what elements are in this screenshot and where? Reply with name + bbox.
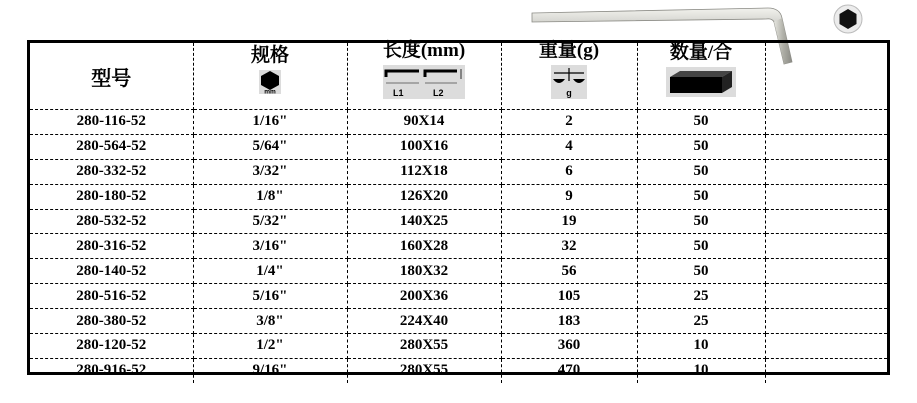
hexagon-icon-unit: mm bbox=[264, 88, 276, 94]
cell-weight: 32 bbox=[501, 234, 637, 259]
cell-weight: 9 bbox=[501, 184, 637, 209]
cell-empty bbox=[765, 358, 887, 382]
cell-model: 280-532-52 bbox=[30, 209, 193, 234]
cell-spec: 5/64" bbox=[193, 134, 347, 159]
cell-weight: 470 bbox=[501, 358, 637, 382]
table-row bbox=[30, 184, 887, 209]
header-spec-label: 规格 bbox=[250, 45, 289, 66]
table-row bbox=[30, 334, 887, 359]
cell-length: 160X28 bbox=[347, 234, 501, 259]
cell-qty: 25 bbox=[637, 284, 765, 309]
cell-qty: 50 bbox=[637, 159, 765, 184]
hexagon-icon bbox=[259, 70, 281, 94]
length-icon-l2: L2 bbox=[433, 88, 444, 98]
cell-length: 90X14 bbox=[347, 110, 501, 135]
cell-length: 200X36 bbox=[347, 284, 501, 309]
cell-spec: 9/16" bbox=[193, 358, 347, 382]
cell-length: 280X55 bbox=[347, 334, 501, 359]
cell-empty bbox=[765, 309, 887, 334]
cell-qty: 10 bbox=[637, 358, 765, 382]
cell-spec: 1/4" bbox=[193, 259, 347, 284]
cell-spec: 1/2" bbox=[193, 334, 347, 359]
cell-length: 112X18 bbox=[347, 159, 501, 184]
cell-weight: 105 bbox=[501, 284, 637, 309]
cell-empty bbox=[765, 184, 887, 209]
header-empty bbox=[765, 43, 887, 110]
table-row bbox=[30, 209, 887, 234]
spec-table bbox=[27, 40, 890, 379]
cell-model: 280-140-52 bbox=[30, 259, 193, 284]
header-spec bbox=[193, 43, 347, 110]
cell-length: 100X16 bbox=[347, 134, 501, 159]
cell-empty bbox=[765, 334, 887, 359]
balance-scale-icon bbox=[551, 65, 587, 99]
header-length-label: 长度(mm) bbox=[382, 40, 466, 61]
cell-empty bbox=[765, 159, 887, 184]
cell-model: 280-332-52 bbox=[30, 159, 193, 184]
cell-model: 280-316-52 bbox=[30, 234, 193, 259]
cell-length: 140X25 bbox=[347, 209, 501, 234]
cell-weight: 56 bbox=[501, 259, 637, 284]
cell-qty: 50 bbox=[637, 184, 765, 209]
cell-model: 280-380-52 bbox=[30, 309, 193, 334]
cell-weight: 360 bbox=[501, 334, 637, 359]
header-row bbox=[30, 43, 887, 110]
l-shape-dimension-icon bbox=[383, 65, 465, 99]
table-row bbox=[30, 110, 887, 135]
table-row bbox=[30, 284, 887, 309]
cell-length: 126X20 bbox=[347, 184, 501, 209]
table-row bbox=[30, 358, 887, 382]
cell-spec: 3/32" bbox=[193, 159, 347, 184]
cell-spec: 1/16" bbox=[193, 110, 347, 135]
cell-empty bbox=[765, 234, 887, 259]
cell-qty: 25 bbox=[637, 309, 765, 334]
cell-spec: 5/16" bbox=[193, 284, 347, 309]
cell-qty: 50 bbox=[637, 209, 765, 234]
cell-qty: 50 bbox=[637, 134, 765, 159]
hex-socket-icon bbox=[832, 3, 864, 35]
cell-empty bbox=[765, 110, 887, 135]
cell-empty bbox=[765, 134, 887, 159]
cell-model: 280-564-52 bbox=[30, 134, 193, 159]
cell-model: 280-180-52 bbox=[30, 184, 193, 209]
cell-qty: 50 bbox=[637, 234, 765, 259]
cell-model: 280-516-52 bbox=[30, 284, 193, 309]
cell-length: 280X55 bbox=[347, 358, 501, 382]
cell-weight: 19 bbox=[501, 209, 637, 234]
cell-spec: 1/8" bbox=[193, 184, 347, 209]
weight-icon-unit: g bbox=[566, 88, 572, 98]
header-weight-label: 重量(g) bbox=[538, 40, 600, 61]
cell-qty: 50 bbox=[637, 259, 765, 284]
cell-weight: 2 bbox=[501, 110, 637, 135]
header-weight bbox=[501, 40, 637, 110]
length-icon-l1: L1 bbox=[393, 88, 404, 98]
cell-spec: 3/16" bbox=[193, 234, 347, 259]
cell-model: 280-916-52 bbox=[30, 358, 193, 382]
cell-length: 224X40 bbox=[347, 309, 501, 334]
cell-weight: 183 bbox=[501, 309, 637, 334]
header-qty-label: 数量/合 bbox=[669, 42, 733, 63]
cell-qty: 50 bbox=[637, 110, 765, 135]
header-length bbox=[347, 40, 501, 110]
cell-qty: 10 bbox=[637, 334, 765, 359]
table-row bbox=[30, 159, 887, 184]
header-qty bbox=[637, 43, 765, 110]
cell-spec: 3/8" bbox=[193, 309, 347, 334]
table-row bbox=[30, 234, 887, 259]
cell-model: 280-120-52 bbox=[30, 334, 193, 359]
header-model bbox=[30, 43, 193, 110]
cell-weight: 6 bbox=[501, 159, 637, 184]
table-row bbox=[30, 259, 887, 284]
cell-spec: 5/32" bbox=[193, 209, 347, 234]
cell-empty bbox=[765, 259, 887, 284]
cell-empty bbox=[765, 209, 887, 234]
table-row bbox=[30, 309, 887, 334]
table-row bbox=[30, 134, 887, 159]
cell-weight: 4 bbox=[501, 134, 637, 159]
header-model-label: 型号 bbox=[91, 67, 132, 90]
cell-length: 180X32 bbox=[347, 259, 501, 284]
cell-model: 280-116-52 bbox=[30, 110, 193, 135]
cell-empty bbox=[765, 284, 887, 309]
box-icon bbox=[666, 67, 736, 97]
